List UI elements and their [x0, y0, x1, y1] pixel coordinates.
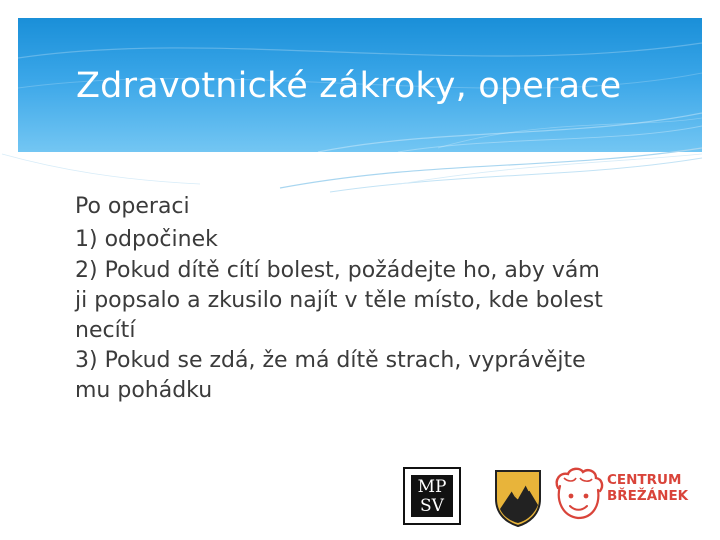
body-line-item-2b: ji popsalo a zkusilo najít v těle místo, kde bolest: [75, 288, 603, 313]
mpsv-logo: [403, 467, 461, 525]
centrum-brezanek-logo-text: [607, 472, 688, 504]
centrum-logo-line1: CENTRUM: [607, 472, 682, 488]
centrum-logo-line2: BŘEŽÁNEK: [607, 488, 689, 504]
body-line-item-1: 1) odpočinek: [75, 227, 218, 252]
body-line-item-3b: mu pohádku: [75, 378, 213, 403]
body-line-item-3a: 3) Pokud se zdá, že má dítě strach, vyprávějte: [75, 348, 586, 373]
body-line-item-2c: necítí: [75, 318, 136, 343]
slide-body: [75, 190, 645, 406]
body-line-item-2a: 2) Pokud dítě cítí bolest, požádejte ho, aby vám: [75, 258, 600, 283]
municipal-shield-logo: [494, 469, 542, 527]
mpsv-logo-line2: SV: [420, 496, 444, 516]
title-banner: [18, 18, 702, 152]
mpsv-logo-line1: MP: [417, 477, 447, 497]
slide-title: Zdravotnické zákroky, operace: [76, 66, 622, 106]
centrum-face-icon: [550, 466, 606, 526]
body-line-heading: Po operaci: [75, 194, 190, 219]
